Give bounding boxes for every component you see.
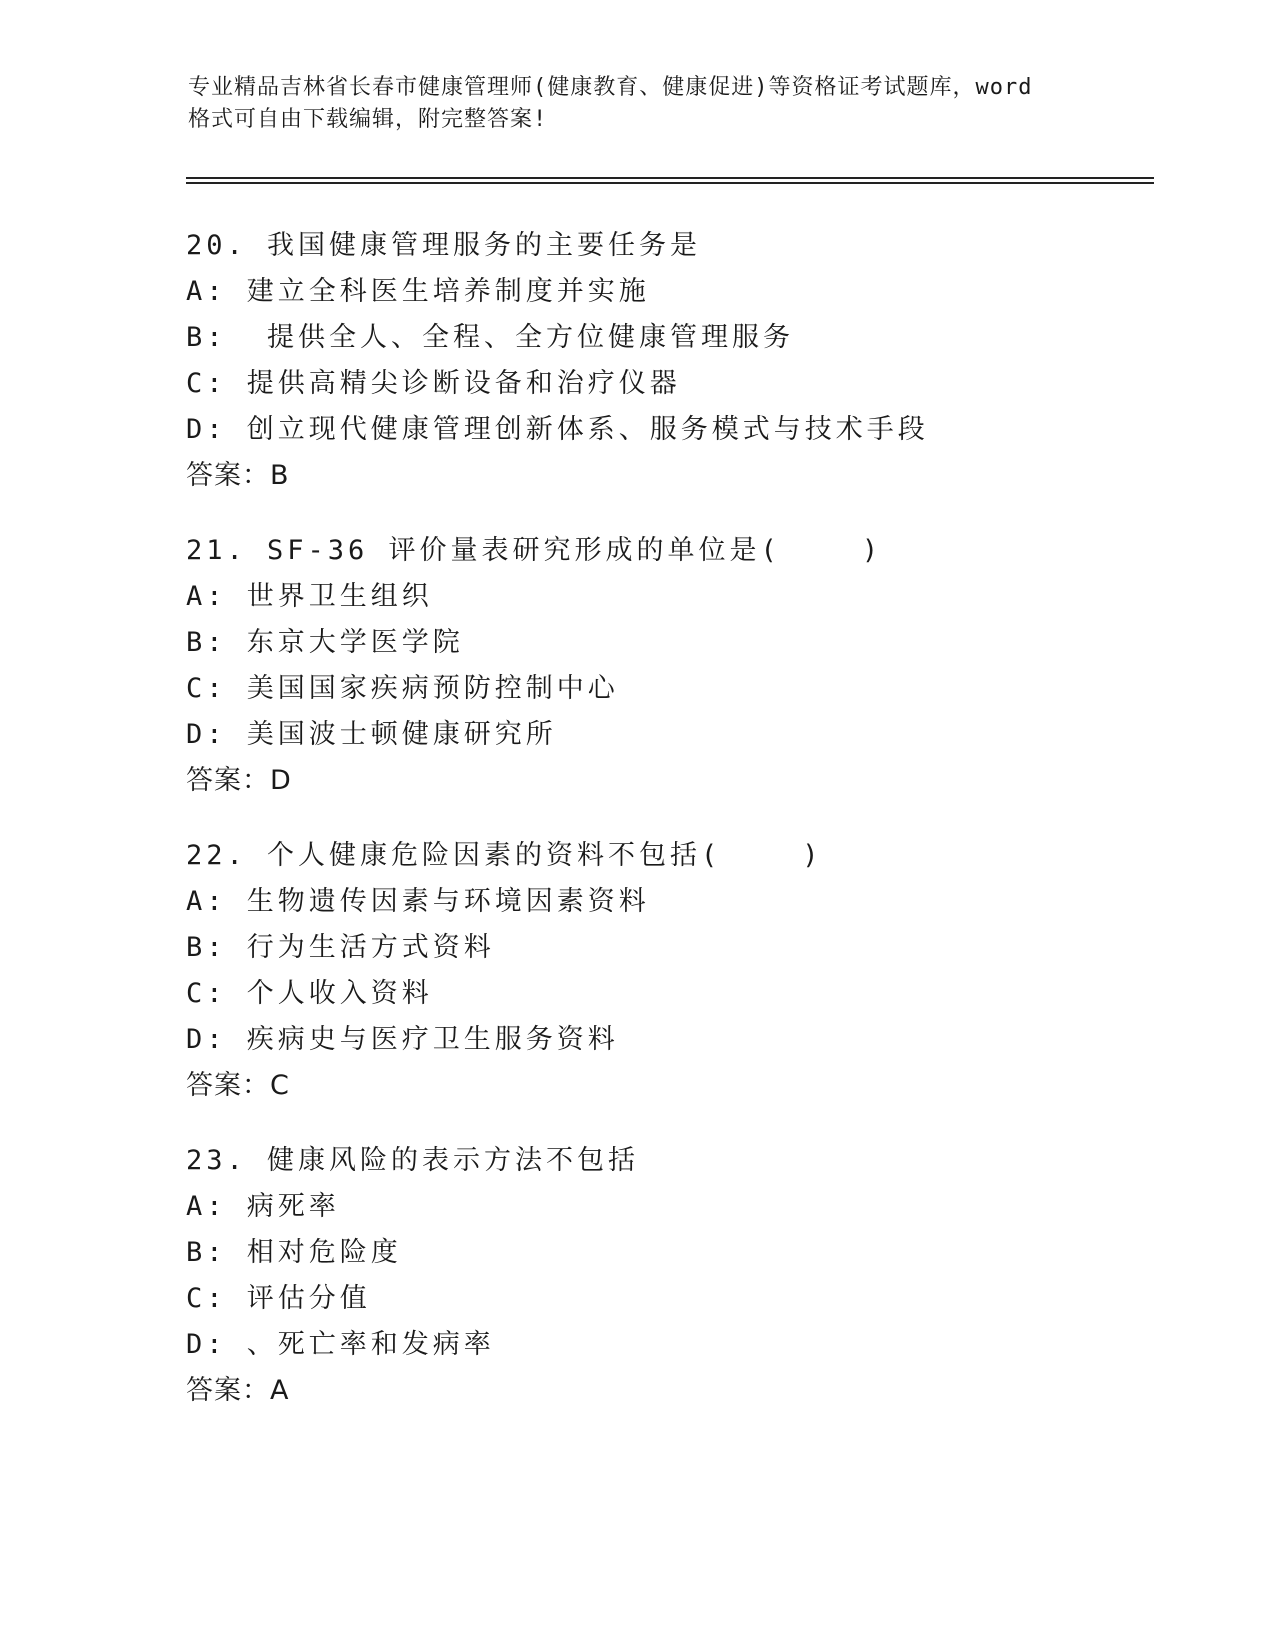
header-divider-top	[186, 177, 1154, 179]
question-stem: 20. 我国健康管理服务的主要任务是	[186, 230, 702, 261]
option-d: D: 疾病史与医疗卫生服务资料	[186, 1024, 619, 1055]
option-a: A: 病死率	[186, 1191, 340, 1222]
option-b: B: 行为生活方式资料	[186, 932, 495, 963]
answer: 答案：D	[186, 765, 292, 796]
question-stem: 22. 个人健康危险因素的资料不包括( )	[186, 840, 823, 871]
header-line-2: 格式可自由下载编辑，附完整答案!	[188, 107, 548, 132]
question-21	[186, 528, 1146, 804]
answer: 答案：C	[186, 1070, 290, 1101]
option-d: D: 美国波士顿健康研究所	[186, 719, 557, 750]
question-stem: 21. SF-36 评价量表研究形成的单位是( )	[186, 535, 883, 566]
option-a: A: 建立全科医生培养制度并实施	[186, 276, 650, 307]
question-22	[186, 833, 1146, 1109]
option-a: A: 生物遗传因素与环境因素资料	[186, 886, 650, 917]
option-d: D: 创立现代健康管理创新体系、服务模式与技术手段	[186, 414, 929, 445]
option-b: B: 相对危险度	[186, 1237, 402, 1268]
question-23	[186, 1138, 1146, 1414]
option-c: C: 个人收入资料	[186, 978, 433, 1009]
option-c: C: 美国国家疾病预防控制中心	[186, 673, 619, 704]
option-b: B: 提供全人、全程、全方位健康管理服务	[186, 322, 795, 353]
question-20	[186, 223, 1146, 499]
option-c: C: 评估分值	[186, 1283, 371, 1314]
option-b: B: 东京大学医学院	[186, 627, 464, 658]
answer: 答案：A	[186, 1375, 290, 1406]
option-d: D: 、死亡率和发病率	[186, 1329, 495, 1360]
option-c: C: 提供高精尖诊断设备和治疗仪器	[186, 368, 681, 399]
option-a: A: 世界卫生组织	[186, 581, 433, 612]
answer: 答案：B	[186, 460, 290, 491]
document-header	[188, 72, 1088, 136]
question-stem: 23. 健康风险的表示方法不包括	[186, 1145, 640, 1176]
header-line-1: 专业精品吉林省长春市健康管理师(健康教育、健康促进)等资格证考试题库，word	[188, 75, 1033, 100]
header-divider-bottom	[186, 182, 1154, 184]
